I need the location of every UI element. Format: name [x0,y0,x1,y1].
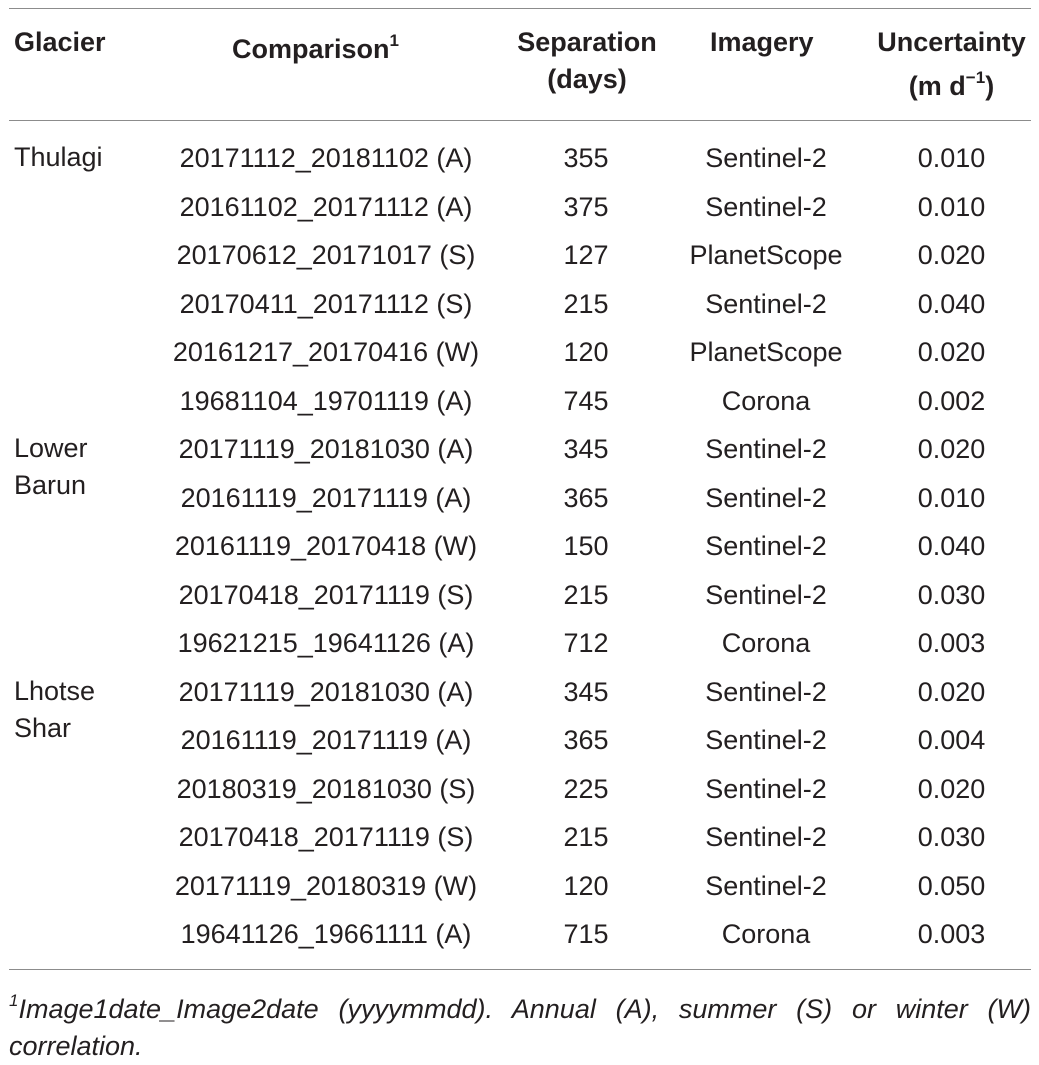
cell-imagery: Sentinel-2 [705,143,827,173]
footnote-text: Image1date_Image2date (yyyymmdd). Annual (A), summer (S) or winter (W) correlation. [9,994,1031,1061]
cell-uncertainty: 0.040 [917,288,986,319]
cell-separation: 345 [563,434,609,464]
cell-uncertainty: 0.004 [917,725,986,755]
glacier-name-line1: Thulagi [14,142,103,172]
cell-uncertainty: 0.003 [917,919,986,949]
glacier-name-line1: Lower [14,433,88,463]
cell-separation: 375 [563,191,609,222]
table-top-rule [9,8,1031,9]
cell-uncertainty: 0.010 [917,191,986,222]
table-row [0,183,1039,231]
cell-comparison: 19621215_19641126 (A) [177,628,475,658]
cell-separation: 127 [563,240,609,270]
cell-comparison: 20161102_20171112 (A) [179,191,473,222]
cell-separation: 365 [563,482,609,513]
cell-separation: 215 [563,288,609,319]
header-uncertainty-line1: Uncertainty [877,27,1026,57]
header-uncertainty-unit-pre: (m d [908,71,966,101]
table-bottom-rule [9,969,1031,970]
glacier-name-line1: Lhotse [14,676,96,706]
cell-uncertainty: 0.020 [917,676,986,707]
cell-uncertainty: 0.020 [917,773,986,804]
table-row [0,377,1039,425]
cell-uncertainty: 0.020 [917,434,986,464]
cell-separation: 150 [563,531,609,561]
cell-separation: 365 [563,725,609,755]
header-separation-line2: (days) [547,64,627,94]
cell-comparison: 20161119_20171119 (A) [180,482,472,513]
cell-imagery: Sentinel-2 [705,531,827,561]
table-row [0,716,1039,764]
cell-separation: 215 [563,579,609,610]
cell-comparison: 20171112_20181102 (A) [179,143,473,173]
cell-uncertainty: 0.003 [917,628,986,658]
glacier-name-line2: Shar [14,713,72,743]
cell-separation: 355 [563,143,609,173]
cell-comparison: 20171119_20181030 (A) [178,676,474,707]
cell-imagery: Sentinel-2 [705,288,827,319]
cell-imagery: Corona [721,385,811,416]
header-uncertainty-unit-exponent: −1 [965,68,986,87]
table-row [0,862,1039,910]
cell-imagery: PlanetScope [689,240,843,270]
cell-separation: 120 [563,337,609,367]
cell-comparison: 20171119_20180319 (W) [174,870,478,901]
cell-separation: 715 [563,919,609,949]
table-row [0,425,1039,473]
cell-comparison: 20170411_20171112 (S) [179,288,473,319]
cell-uncertainty: 0.030 [917,822,986,852]
cell-uncertainty: 0.020 [917,337,986,367]
header-uncertainty [870,24,1033,105]
cell-separation: 225 [563,773,609,804]
cell-imagery: Sentinel-2 [705,773,827,804]
table-row [0,910,1039,958]
cell-comparison: 20171119_20181030 (A) [178,434,474,464]
table-row [0,522,1039,570]
cell-imagery: Sentinel-2 [705,725,827,755]
cell-comparison: 20161119_20170418 (W) [174,531,478,561]
cell-uncertainty: 0.002 [917,385,986,416]
table-row [0,571,1039,619]
header-uncertainty-unit-post: ) [985,71,995,101]
cell-comparison: 20180319_20181030 (S) [176,773,476,804]
table-row [0,134,1039,182]
header-glacier: Glacier [14,27,106,57]
cell-imagery: Sentinel-2 [705,676,827,707]
table-row [0,668,1039,716]
cell-imagery: Sentinel-2 [705,482,827,513]
table-row [0,619,1039,667]
cell-imagery: Corona [721,628,811,658]
table-row [0,231,1039,279]
table-row [0,280,1039,328]
header-bottom-rule [9,120,1031,121]
cell-imagery: Sentinel-2 [705,434,827,464]
cell-separation: 120 [563,870,609,901]
cell-comparison: 20161119_20171119 (A) [180,725,472,755]
cell-uncertainty: 0.010 [917,143,986,173]
cell-uncertainty: 0.010 [917,482,986,513]
cell-uncertainty: 0.020 [917,240,986,270]
cell-comparison: 19681104_19701119 (A) [179,385,473,416]
cell-uncertainty: 0.050 [917,870,986,901]
table-row [0,765,1039,813]
cell-imagery: Sentinel-2 [705,870,827,901]
header-imagery: Imagery [710,27,814,57]
header-separation-line1: Separation [517,27,657,57]
footnote-marker: 1 [9,991,19,1010]
cell-imagery: Sentinel-2 [705,822,827,852]
cell-comparison: 20170418_20171119 (S) [178,579,474,610]
cell-separation: 745 [563,385,609,416]
cell-comparison: 20161217_20170416 (W) [172,337,480,367]
table-row [0,474,1039,522]
cell-separation: 215 [563,822,609,852]
cell-separation: 345 [563,676,609,707]
cell-uncertainty: 0.030 [917,579,986,610]
table-row [0,328,1039,376]
header-comparison-label: Comparison [232,34,390,64]
table-footnote [9,984,1031,1065]
cell-imagery: PlanetScope [689,337,843,367]
cell-imagery: Sentinel-2 [705,191,827,222]
header-separation [511,24,663,98]
header-comparison-footnote-marker: 1 [389,31,399,50]
cell-uncertainty: 0.040 [917,531,986,561]
cell-imagery: Sentinel-2 [705,579,827,610]
cell-comparison: 19641126_19661111 (A) [180,919,472,949]
cell-comparison: 20170418_20171119 (S) [178,822,474,852]
cell-comparison: 20170612_20171017 (S) [176,240,476,270]
glacier-name-line2: Barun [14,470,87,500]
header-comparison [232,24,399,68]
cell-imagery: Corona [721,919,811,949]
cell-separation: 712 [563,628,609,658]
table-row [0,813,1039,861]
